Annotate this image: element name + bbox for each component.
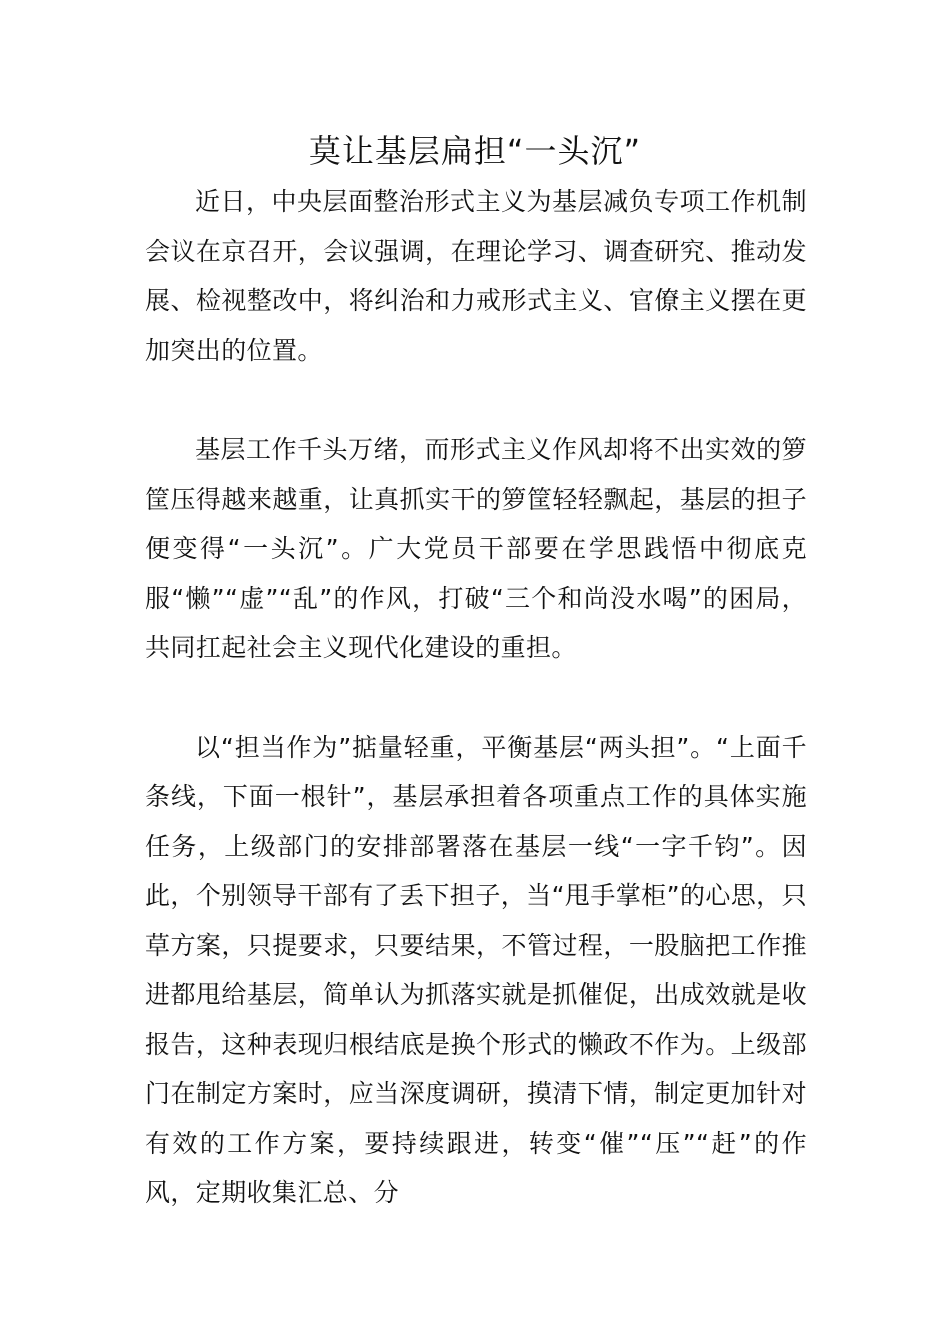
document-title: 莫让基层扁担“一头沉”: [308, 132, 642, 170]
paragraph-2: 基层工作千头万绪，而形式主义作风却将不出实效的箩筐压得越来越重，让真抓实干的箩筐轻轻飘起，基层的担子便变得“一头沉”。广大党员干部要在学思践悟中彻底克服“懒”“虚”“乱”的作风，打破“三个和尚没水喝”的困局，共同扛起社会主义现代化建设的重担。: [145, 435, 807, 662]
paragraph-1: 近日，中央层面整治形式主义为基层减负专项工作机制会议在京召开，会议强调，在理论学习、调查研究、推动发展、检视整改中，将纠治和力戒形式主义、官僚主义摆在更加突出的位置。: [145, 187, 807, 365]
paragraph-3: 以“担当作为”掂量轻重，平衡基层“两头担”。“上面千条线，下面一根针”，基层承担着各项重点工作的具体实施任务，上级部门的安排部署落在基层一线“一字千钧”。因此，个别领导干部有了丢下担子，当“甩手掌柜”的心思，只草方案，只提要求，只要结果，不管过程，一股脑把工作推进都甩给基层，简单认为抓落实就是抓催促，出成效就是收报告，这种表现归根结底是换个形式的懒政不作为。上级部门在制定方案时，应当深度调研，摸清下情，制定更加针对有效的工作方案，要持续跟进，转变“催”“压”“赶”的作风，定期收集汇总、分: [145, 732, 807, 1207]
document-body: [145, 177, 807, 1218]
